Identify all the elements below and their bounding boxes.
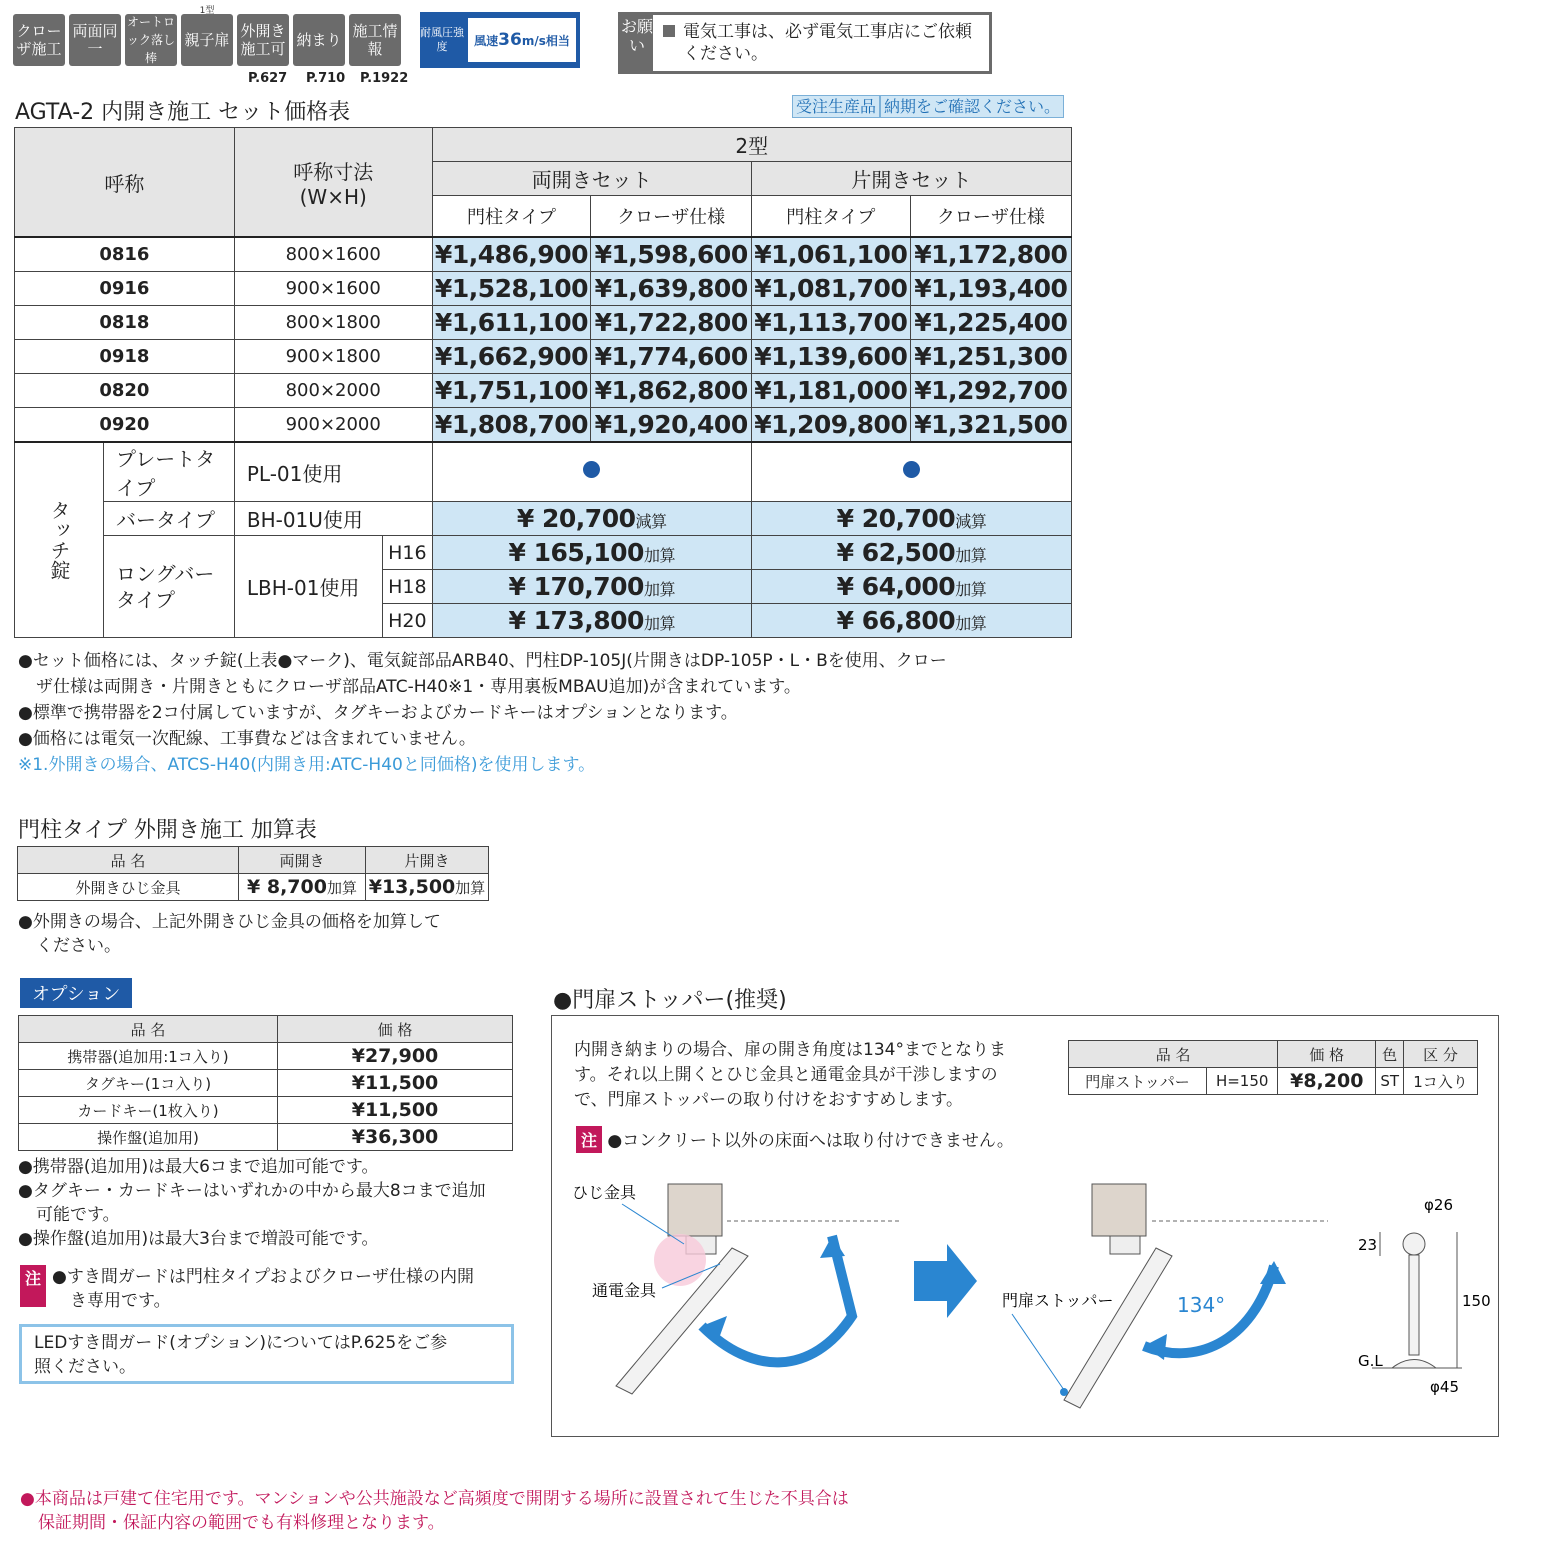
notice-text <box>653 15 989 71</box>
page-ref-1[interactable]: P.627 <box>248 71 288 86</box>
pillar-left <box>668 1184 722 1236</box>
order-note <box>792 94 1064 117</box>
stopper-h-name: 品 名 <box>1069 1041 1278 1068</box>
addon-table <box>17 846 489 901</box>
row-code: 0920 <box>15 408 235 443</box>
label-tsuden: 通電金具 <box>592 1281 657 1300</box>
note-line: ザ仕様は両開き・片開きともにクローザ部品ATC-H40※1・専用裏板MBAU追加)が含まれています。 <box>36 677 801 697</box>
plate-double-mark <box>432 442 751 502</box>
addon-h-single: 片開き <box>366 847 489 874</box>
price-cell: ¥1,598,600 <box>591 237 751 272</box>
order-note-text: 納期をご確認ください。 <box>880 95 1064 118</box>
wind-value: 36 <box>498 30 522 50</box>
badge-autolock: オートロック落し棒 <box>126 15 175 65</box>
row-size: 900×1800 <box>234 340 432 374</box>
table-row <box>15 408 1072 443</box>
price-cell: ¥1,139,600 <box>751 340 910 374</box>
stopper-spec: H=150 <box>1207 1068 1278 1095</box>
price-value: ¥ 64,000 <box>836 572 956 601</box>
table-row <box>15 306 1072 340</box>
table-row <box>19 1124 513 1151</box>
included-dot-icon <box>583 461 600 478</box>
stopper-desc-line: 内開き納まりの場合、扉の開き角度は134°までとなりま <box>574 1040 1006 1060</box>
gap-guard-caution <box>20 1265 474 1313</box>
row-size: 900×1600 <box>234 272 432 306</box>
addon-item: 外開きひじ金具 <box>18 874 239 901</box>
label-stopper: 門扉ストッパー <box>1002 1291 1114 1310</box>
price-value: ¥ 66,800 <box>836 606 956 635</box>
header-double-pillar: 門柱タイプ <box>432 196 591 238</box>
price-cell: ¥1,751,100 <box>432 374 591 408</box>
led-gap-guard-note <box>19 1324 514 1384</box>
price-unit: 減算 <box>955 512 987 531</box>
addon-single-price: ¥13,500 <box>368 876 456 898</box>
option-price <box>278 1124 513 1151</box>
price-cell: ¥1,113,700 <box>751 306 910 340</box>
header-size <box>234 128 432 238</box>
stopper-diagram <box>552 1016 1498 1436</box>
stopper-color: ST <box>1376 1068 1404 1095</box>
arrow-head <box>1260 1261 1286 1284</box>
price-unit: 加算 <box>955 546 987 565</box>
price-cell: ¥1,611,100 <box>432 306 591 340</box>
table-row <box>19 1097 513 1124</box>
page-ref-3[interactable]: P.1922 <box>360 71 409 86</box>
notice-text-2: ください。 <box>683 44 768 64</box>
caution-line-1: ●すき間ガードは門柱タイプおよびクローザ仕様の内開 <box>52 1267 474 1287</box>
wind-suffix: m/s相当 <box>521 33 570 48</box>
option-h-price: 価 格 <box>278 1016 513 1043</box>
price-cell: ¥1,081,700 <box>751 272 910 306</box>
request-notice <box>618 12 992 74</box>
plate-part: PL-01使用 <box>234 442 432 502</box>
table-row <box>19 1070 513 1097</box>
addon-h-double: 両開き <box>239 847 366 874</box>
price-value: ¥ 20,700 <box>836 504 956 533</box>
price-cell: ¥1,321,500 <box>910 408 1071 443</box>
table-row <box>15 340 1072 374</box>
stopper-h-color: 色 <box>1376 1041 1404 1068</box>
price-cell: ¥1,662,900 <box>432 340 591 374</box>
addon-note <box>18 910 441 958</box>
made-to-order-badge: 受注生産品 <box>792 95 880 118</box>
long-single-price <box>751 536 1071 570</box>
long-single-price <box>751 570 1071 604</box>
option-label: オプション <box>20 978 132 1008</box>
price-cell: ¥1,225,400 <box>910 306 1071 340</box>
price-unit: 加算 <box>955 614 987 633</box>
caution-line-2: き専用です。 <box>70 1291 171 1311</box>
option-price <box>278 1097 513 1124</box>
dim-d45: φ45 <box>1430 1378 1459 1396</box>
leader-line <box>1012 1314 1064 1390</box>
option-name: カードキー(1枚入り) <box>19 1097 278 1124</box>
long-bar-height: H18 <box>383 570 433 604</box>
option-name: 携帯器(追加用:1コ入り) <box>19 1043 278 1070</box>
badge-caption: 1型 <box>199 6 215 16</box>
price-unit: 加算 <box>643 546 675 565</box>
row-size: 800×1600 <box>234 237 432 272</box>
price-cell: ¥1,193,400 <box>910 272 1071 306</box>
stopper-caution-text: ●コンクリート以外の床面へは取り付けできません。 <box>607 1131 1014 1151</box>
addon-h-name: 品 名 <box>18 847 239 874</box>
arrow-head <box>1144 1334 1167 1360</box>
gate-leaf-right <box>1064 1248 1172 1408</box>
badge-double-sided: 両面同一 <box>69 14 121 66</box>
price-notes <box>18 648 1078 778</box>
addon-unit: 加算 <box>326 879 357 897</box>
row-code: 0916 <box>15 272 235 306</box>
addon-single <box>366 874 489 901</box>
note-line: ●価格には電気一次配線、工事費などは含まれていません。 <box>18 729 476 749</box>
price-cell: ¥1,292,700 <box>910 374 1071 408</box>
row-code: 0918 <box>15 340 235 374</box>
header-double: 両開きセット <box>432 162 751 196</box>
badge-construction-info: 施工情報 <box>349 14 401 66</box>
long-bar-part: LBH-01使用 <box>234 536 382 638</box>
long-double-price <box>432 570 751 604</box>
option-table <box>18 1015 513 1151</box>
angle-label: 134° <box>1177 1293 1226 1317</box>
option-price-value: ¥11,500 <box>351 1072 439 1094</box>
option-note: ●携帯器(追加用)は最大6コまで追加可能です。 <box>18 1157 379 1177</box>
price-cell: ¥1,722,800 <box>591 306 751 340</box>
option-price <box>278 1070 513 1097</box>
table-row <box>15 374 1072 408</box>
option-name: 操作盤(追加用) <box>19 1124 278 1151</box>
badge-parent-child <box>181 6 233 66</box>
price-cell: ¥1,639,800 <box>591 272 751 306</box>
option-price <box>278 1043 513 1070</box>
stopper-unit: 1コ入り <box>1404 1068 1478 1095</box>
table-row <box>15 237 1072 272</box>
lock-label <box>15 442 104 638</box>
left-gate-diagram <box>572 1183 902 1394</box>
header-name: 呼称 <box>15 128 235 238</box>
row-size: 900×2000 <box>234 408 432 443</box>
price-cell: ¥1,181,000 <box>751 374 910 408</box>
feature-badges <box>13 6 401 66</box>
badge-outward: 外開き施工可 <box>237 14 289 66</box>
page-title: AGTA-2 内開き施工 セット価格表 <box>15 100 351 125</box>
stopper-point <box>1060 1388 1068 1396</box>
row-code: 0816 <box>15 237 235 272</box>
option-notes <box>18 1155 486 1251</box>
table-row <box>15 272 1072 306</box>
price-table <box>14 127 1072 638</box>
notice-label: お願い <box>621 15 653 71</box>
wind-resistance-badge <box>420 12 580 68</box>
long-bar-name-2: タイプ <box>116 587 175 612</box>
addon-double-price: ¥ 8,700 <box>247 876 327 898</box>
stopper-desc-line: す。それ以上開くとひじ金具と通電金具が干渉しますの <box>574 1065 998 1085</box>
bar-type: バータイプ <box>104 502 235 536</box>
footer-note <box>20 1487 849 1535</box>
dim-150: 150 <box>1462 1292 1491 1310</box>
row-size: 800×2000 <box>234 374 432 408</box>
price-value: ¥ 173,800 <box>508 606 644 635</box>
option-name: タグキー(1コ入り) <box>19 1070 278 1097</box>
square-icon <box>663 25 675 37</box>
footer-line-1: ●本商品は戸建て住宅用です。マンションや公共施設など高頻度で開閉する場所に設置されて生じた不具合は <box>20 1489 849 1509</box>
option-note: ●操作盤(追加用)は最大3台まで増設可能です。 <box>18 1229 379 1249</box>
addon-double <box>239 874 366 901</box>
header-single-closer: クローザ仕様 <box>910 196 1071 238</box>
price-value: ¥ 20,700 <box>516 504 636 533</box>
header-single-pillar: 門柱タイプ <box>751 196 910 238</box>
header-size-1: 呼称寸法 <box>293 159 374 184</box>
option-price-value: ¥11,500 <box>351 1099 439 1121</box>
wind-label: 耐風圧強度 <box>420 26 464 53</box>
lock-label-text: タッチ錠 <box>47 500 71 580</box>
plate-single-mark <box>751 442 1071 502</box>
wind-prefix: 風速 <box>474 33 499 48</box>
price-cell: ¥1,528,100 <box>432 272 591 306</box>
stopper-h-unit: 区 分 <box>1404 1041 1478 1068</box>
price-value: ¥ 165,100 <box>508 538 644 567</box>
long-double-price <box>432 536 751 570</box>
led-line-1: LEDすき間ガード(オプション)についてはP.625をご参 <box>34 1333 448 1353</box>
page-ref-2[interactable]: P.710 <box>306 71 346 86</box>
addon-title: 門柱タイプ 外開き施工 加算表 <box>18 818 317 843</box>
label-hiji: ひじ金具 <box>572 1183 637 1202</box>
wind-value-box <box>468 18 576 62</box>
row-size: 800×1800 <box>234 306 432 340</box>
footer-line-2: 保証期間・保証内容の範囲でも有料修理となります。 <box>38 1513 445 1533</box>
option-price-value: ¥36,300 <box>351 1126 439 1148</box>
note-blue: ※1.外開きの場合、ATCS-H40(内開き用:ATC-H40と同価格)を使用します。 <box>18 755 596 775</box>
transition-arrow-icon <box>914 1244 977 1318</box>
stopper-ball <box>1403 1233 1425 1255</box>
stopper-base <box>1392 1360 1436 1369</box>
stopper-price-value: ¥8,200 <box>1290 1070 1364 1092</box>
long-bar-height: H20 <box>383 604 433 638</box>
header-type: 2型 <box>432 128 1071 162</box>
stopper-desc-line: で、門扉ストッパーの取り付けをおすすめします。 <box>574 1090 963 1110</box>
option-note: 可能です。 <box>36 1205 120 1225</box>
header-size-2: (W×H) <box>299 184 367 209</box>
dim-23: 23 <box>1358 1236 1378 1254</box>
led-line-2: 照ください。 <box>34 1357 136 1377</box>
hinge-bracket-right <box>1110 1236 1140 1254</box>
stopper-name: 門扉ストッパー <box>1069 1068 1207 1095</box>
header-single: 片開きセット <box>751 162 1071 196</box>
plate-type: プレートタイプ <box>104 442 235 502</box>
option-price-value: ¥27,900 <box>351 1045 439 1067</box>
price-cell: ¥1,486,900 <box>432 237 591 272</box>
price-cell: ¥1,774,600 <box>591 340 751 374</box>
stopper-h-price: 価 格 <box>1278 1041 1376 1068</box>
header-double-closer: クローザ仕様 <box>591 196 751 238</box>
long-single-price <box>751 604 1071 638</box>
price-unit: 加算 <box>643 614 675 633</box>
arrow-head <box>820 1236 845 1258</box>
addon-unit: 加算 <box>455 879 486 897</box>
price-value: ¥ 62,500 <box>836 538 956 567</box>
price-value: ¥ 170,700 <box>508 572 644 601</box>
price-cell: ¥1,808,700 <box>432 408 591 443</box>
right-gate-diagram <box>1002 1184 1328 1408</box>
badge-fitting: 納まり <box>293 14 345 66</box>
addon-note-2: ください。 <box>36 936 121 956</box>
dim-d26: φ26 <box>1424 1196 1453 1214</box>
long-bar-name-1: ロングバー <box>116 561 215 586</box>
caution-badge: 注 <box>20 1265 46 1307</box>
long-bar-type <box>104 536 235 638</box>
price-cell: ¥1,172,800 <box>910 237 1071 272</box>
price-cell: ¥1,061,100 <box>751 237 910 272</box>
pillar-right <box>1092 1184 1146 1236</box>
row-code: 0820 <box>15 374 235 408</box>
bar-part: BH-01U使用 <box>234 502 432 536</box>
option-h-name: 品 名 <box>19 1016 278 1043</box>
price-cell: ¥1,209,800 <box>751 408 910 443</box>
badge-closer: クローザ施工 <box>13 14 65 66</box>
addon-note-1: ●外開きの場合、上記外開きひじ金具の価格を加算して <box>18 912 441 932</box>
note-line: ●セット価格には、タッチ錠(上表●マーク)、電気錠部品ARB40、門柱DP-105J(片開きはDP-105P・L・Bを使用、クロー <box>18 651 947 671</box>
note-line: ●標準で携帯器を2コ付属していますが、タグキーおよびカードキーはオプションとなります。 <box>18 703 738 723</box>
stopper-box <box>551 1015 1499 1437</box>
long-bar-height: H16 <box>383 536 433 570</box>
price-unit: 加算 <box>643 580 675 599</box>
price-cell: ¥1,862,800 <box>591 374 751 408</box>
stopper-post <box>1409 1255 1419 1355</box>
stopper-title: ●門扉ストッパー(推奨) <box>553 988 787 1013</box>
price-unit: 減算 <box>635 512 667 531</box>
row-code: 0818 <box>15 306 235 340</box>
table-row <box>19 1043 513 1070</box>
dim-gl: G.L <box>1358 1352 1383 1370</box>
price-cell: ¥1,920,400 <box>591 408 751 443</box>
bar-double-price <box>432 502 751 536</box>
badge-parent-child-label: 親子扉 <box>184 31 230 49</box>
price-unit: 加算 <box>955 580 987 599</box>
long-double-price <box>432 604 751 638</box>
stopper-dimension-drawing <box>1358 1196 1491 1396</box>
price-cell: ¥1,251,300 <box>910 340 1071 374</box>
included-dot-icon <box>903 461 920 478</box>
notice-text-1: 電気工事は、必ず電気工事店にご依頼 <box>683 22 972 42</box>
option-note: ●タグキー・カードキーはいずれかの中から最大8コまで追加 <box>18 1181 486 1201</box>
caution-badge: 注 <box>576 1126 602 1153</box>
bar-single-price <box>751 502 1071 536</box>
